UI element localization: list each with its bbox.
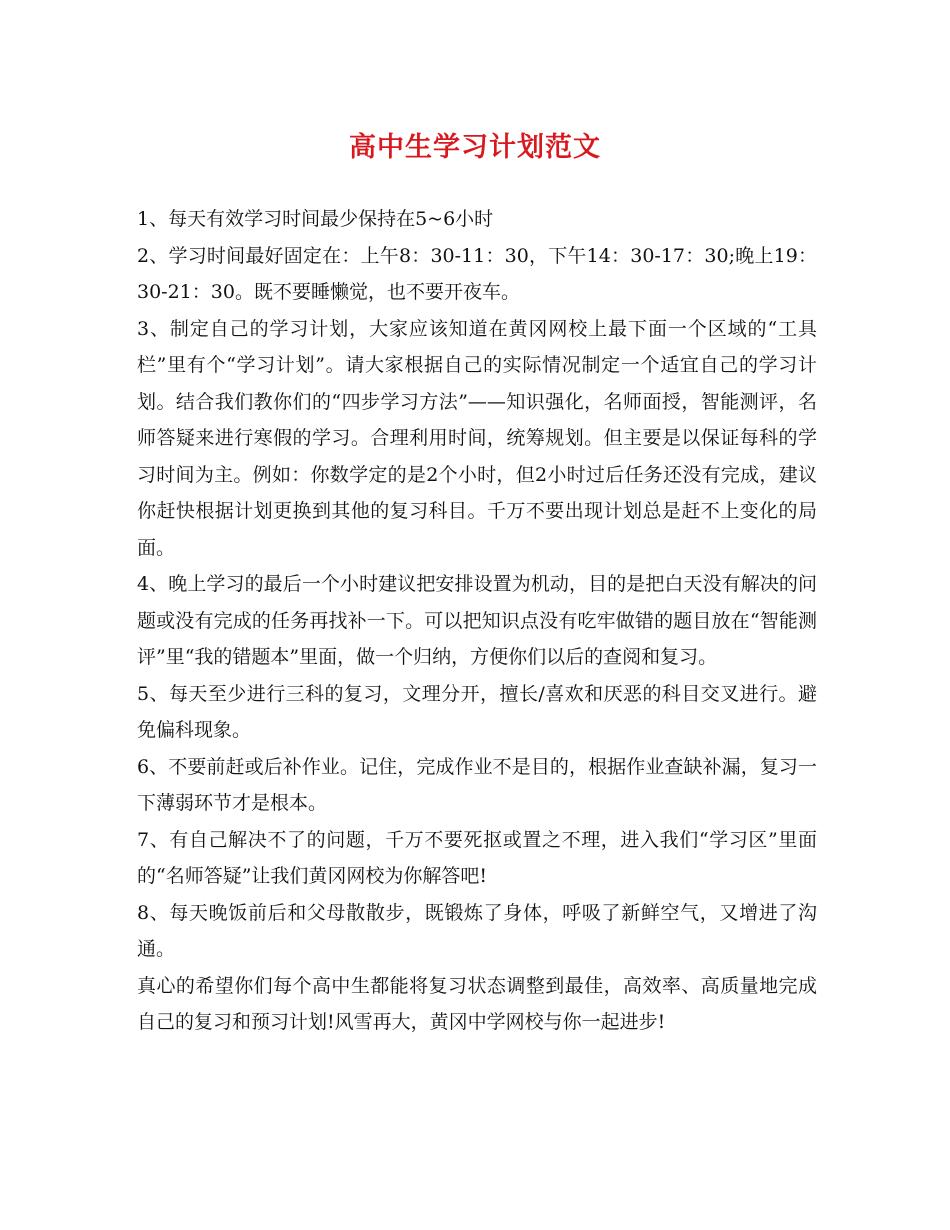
- paragraph-8: 8、每天晚饭前后和父母散散步，既锻炼了身体，呼吸了新鲜空气，又增进了沟通。: [137, 901, 817, 960]
- paragraph-3: 3、制定自己的学习计划，大家应该知道在黄冈网校上最下面一个区域的“工具栏”里有个“学习计划”。请大家根据自己的实际情况制定一个适宜自己的学习计划。结合我们教你们的“四步学习方法”——知识强化，名师面授，智能测评，名师答疑来进行寒假的学习。合理利用时间，统筹规划。但主要是以保证每科的学习时间为主。例如：你数学定的是2个小时，但2小时过后任务还没有完成，建议你赶快根据计划更换到其他的复习科目。千万不要出现计划总是赶不上变化的局面。: [137, 317, 817, 559]
- closing-paragraph: 真心的希望你们每个高中生都能将复习状态调整到最佳，高效率、高质量地完成自己的复习和预习计划!风雪再大，黄冈中学网校与你一起进步!: [137, 974, 817, 1033]
- document-body: [137, 201, 817, 1041]
- paragraph-6: 6、不要前赶或后补作业。记住，完成作业不是目的，根据作业查缺补漏，复习一下薄弱环节才是根本。: [137, 755, 817, 814]
- paragraph-2: 2、学习时间最好固定在：上午8：30-11：30，下午14：30-17：30;晚上19：30-21：30。既不要睡懒觉，也不要开夜车。: [137, 244, 817, 303]
- paragraph-7: 7、有自己解决不了的问题，千万不要死抠或置之不理，进入我们“学习区”里面的“名师答疑”让我们黄冈网校为你解答吧!: [137, 828, 817, 887]
- paragraph-4: 4、晚上学习的最后一个小时建议把安排设置为机动，目的是把白天没有解决的问题或没有完成的任务再找补一下。可以把知识点没有吃牢做错的题目放在“智能测评”里“我的错题本”里面，做一个归纳，方便你们以后的查阅和复习。: [137, 573, 817, 668]
- paragraph-5: 5、每天至少进行三科的复习，文理分开，擅长/喜欢和厌恶的科目交叉进行。避免偏科现象。: [137, 682, 817, 741]
- document-title: 高中生学习计划范文: [349, 132, 601, 163]
- paragraph-1: 1、每天有效学习时间最少保持在5~6小时: [137, 208, 494, 230]
